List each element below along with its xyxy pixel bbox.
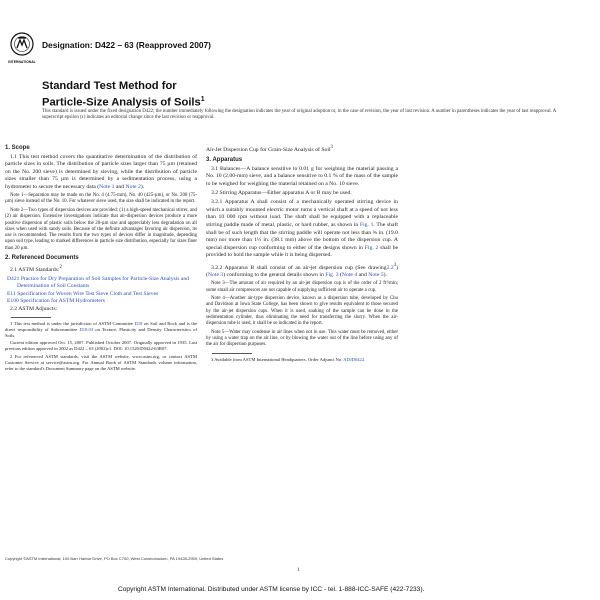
ref-item: [5, 298, 197, 305]
ref-d421-link[interactable]: D421: [7, 275, 20, 282]
title-line-1: Standard Test Method for: [42, 80, 177, 92]
footnote-divider: [212, 353, 252, 355]
p321-c: shall be provided to hold the sample while it is being dispersed.: [206, 244, 398, 259]
apparatus-a-paragraph: [206, 199, 398, 260]
p321-a: 3.2.1 Apparatus A shall consist of a mechanically operated stirring device in which a suitably mounted electric motor turns a vertical shaft at a speed of not less than 10 000 rpm without load. The shaft shall be equipped with a replaceable stirring paddle made of metal, plastic, or hard rubber, as shown in: [206, 199, 398, 229]
footnote-divider: [11, 317, 51, 319]
left-column: [5, 144, 197, 373]
note-3-link[interactable]: Note 3: [207, 272, 224, 279]
license-line: Copyright ASTM International. Distributed under ASTM license by ICC - tel. 1-888-ICC-SAFE (422-7233).: [118, 586, 425, 593]
committee-d18-link[interactable]: D18: [134, 321, 143, 327]
adjunct-order-link[interactable]: ADJD0422: [343, 356, 365, 362]
footnote-2: 2 For referenced ASTM standards, visit the ASTM website, www.astm.org, or contact ASTM Customer Service at service@astm.org. For Annual Book of ASTM Standards volume information, refer to the standard's Document Summary page on the ASTM website.: [5, 353, 197, 371]
p322-b: ) (: [206, 264, 398, 279]
note-3: Note 3—The amount of air required by an air-jet dispersion cup is of the order of 2 ft³/min; some small air compressors are not capable of supplying sufficient air to operate a cup.: [206, 281, 398, 293]
note-1-link[interactable]: Note 1: [99, 183, 115, 190]
note-2-link[interactable]: Note 2: [125, 183, 141, 190]
scope-text: 1.1 This test method covers the quantitative determination of the distribution of particle sizes in soils. The distribution of particle sizes larger than 75 µm (retained on the No. 200 sieve) is determined by sieving, while the distribution of particle sizes smaller than 75 µm is determined by a sedimentation process, using a hydrometer to secure the necessary data (: [5, 153, 197, 190]
note-5-link[interactable]: Note 5: [368, 272, 384, 279]
subcommittee-link[interactable]: D18.03: [79, 327, 94, 332]
ref-e11-link[interactable]: E11: [7, 290, 16, 297]
note-4-link[interactable]: Note 4: [341, 272, 358, 279]
issue-note: This standard is issued under the fixed designation D422; the number immediately following the designation indicates the year of original adoption or, in the case of revision, the year of last revision. A number in parentheses indicates the year of last reapproval. A superscript epsilon (ε) indicates an editorial change since the last revision or reapproval.: [42, 109, 556, 121]
drawing-link[interactable]: 2.2: [386, 264, 394, 271]
fig-2-link[interactable]: Fig. 2: [364, 244, 379, 251]
ref-e11-title[interactable]: Specification for Woven Wire Test Sieve Cloth and Test Sieves: [15, 290, 159, 297]
scope-paragraph: [5, 154, 197, 192]
note-5: Note 5—Water may condense in air lines when not in use. This water must be removed, either by using a water trap on the air line, or by blowing the water out of the line before using any of the air for dispersion purposes.: [206, 329, 398, 348]
astm-standards-label: [5, 264, 197, 274]
fig-3-link[interactable]: Fig. 3: [325, 272, 339, 279]
title-line-2: [42, 93, 282, 110]
page-number: 1: [297, 568, 300, 573]
p322-sup: 3: [393, 262, 397, 268]
copyright-line: Copyright ©ASTM International, 100 Barr Harbor Drive, PO Box C700, West Conshohocken, PA 19428-2959, United States: [5, 556, 224, 561]
fn1-b: on Soil and Rock and is the direct responsibility of Subcommittee: [5, 321, 197, 332]
adjunct-caption: [206, 144, 398, 154]
ref-item: [5, 276, 197, 291]
p322-d: (: [338, 272, 342, 279]
adjunct-caption-text: Air-Jet Dispersion Cup for Grain-Size Analysis of Soil: [206, 146, 331, 153]
p322-f: ).: [383, 272, 387, 279]
footnote-3: [206, 357, 398, 363]
p322-e: and: [357, 272, 369, 279]
astm-standards-text: 2.1 ASTM Standards:: [10, 266, 60, 273]
fn1-c: on Texture, Plasticity and Density Characteristics of Soils.: [5, 327, 197, 338]
note-2: Note 2—Two types of dispersion devices are provided: (1) a high-speed mechanical stirrer, and (2) air dispersion. Extensive investigations indicate that air-dispersion devices produce a more positive dispersion of plastic soils below the 20-µm size and appreciably less degradation on all sizes when used with sandy soils. Because of the definite advantages favoring air dispersion, its use is recommended. The results from the two types of devices differ in magnitude, depending upon soil type, leading to marked differences in particle size distribution, especially for sizes finer than 20 µm.: [5, 207, 197, 251]
footnote-1-edition: Current edition approved Oct. 15, 2007. Published October 2007. Originally approved in 1935. Last previous edition approved in 2002 as D422 – 63 (2002)ε1. DOI: 10.1520/D0422-63R07.: [5, 340, 197, 352]
fn1-a: 1 This test method is under the jurisdiction of ASTM Committee: [10, 321, 135, 327]
astm-standards-sup: 2: [59, 264, 62, 270]
p322-a: 3.2.2 Apparatus B shall consist of an air-jet dispersion cup (See drawing: [211, 264, 387, 271]
adjunct-sup: 3: [330, 145, 333, 150]
fn3-a: 3 Available from ASTM International Headquarters. Order Adjunct No.: [211, 356, 344, 362]
title-line-2-text: Particle-Size Analysis of Soils: [42, 96, 201, 109]
apparatus-heading: 3. Apparatus: [206, 157, 243, 164]
note-1: Note 1—Separation may be made on the No. 4 (4.75-mm), No. 40 (425-µm), or No. 200 (75-µm) sieve instead of the No. 10. For whatever sieve used, the size shall be indicated in the report.: [5, 193, 197, 205]
note-4: Note 4—Another air-type dispersion device, known as a dispersion tube, developed by Chu and Davidson at Iowa State College, has been shown to give results equivalent to those secured by the air-jet dispersion cups. When it is used, soaking of the sample can be done in the sedimentation cylinder, thus eliminating the need for transferring the slurry. When the air-dispersion tube is used, it shall be so indicated in the report.: [206, 296, 398, 327]
balances-paragraph: 3.1 Balances—A balance sensitive to 0.01 g for weighing the material passing a No. 10 (2.00-mm) sieve, and a balance sensitive to 0.1 % of the mass of the sample to be weighed for weighing the material retained on a No. 10 sieve.: [206, 165, 398, 187]
p322-c: ) conforming to the general details shown in: [223, 272, 326, 279]
fig-1-link[interactable]: Fig. 1: [359, 222, 374, 229]
referenced-documents-heading: 2. Referenced Documents: [5, 255, 79, 262]
fn3-b: .: [364, 356, 366, 362]
title-footnote-marker: 1: [200, 96, 205, 103]
designation: Designation: D422 – 63 (Reapproved 2007): [42, 40, 211, 50]
footnote-1: [5, 321, 197, 339]
ref-e100-title[interactable]: Specification for ASTM Hydrometers: [18, 298, 105, 305]
scope-end: ).: [140, 183, 145, 190]
ref-e100-link[interactable]: E100: [7, 298, 19, 305]
ref-item: [5, 291, 197, 298]
p321-b: . The shaft shall be of such length that the stirring paddle will operate not less than ¾ in. (19.0 mm) nor more than 1½ in. (38.1 mm) above the bottom of the dispersion cup. A special dispersion cup conforming to either of the designs shown in: [206, 222, 398, 251]
scope-and: and: [114, 183, 126, 190]
astm-logo: [8, 32, 36, 66]
scope-heading: 1. Scope: [5, 145, 30, 151]
stirring-apparatus-paragraph: 3.2 Stirring Apparatus—Either apparatus A or B may be used.: [211, 190, 352, 197]
right-column: [206, 144, 398, 364]
astm-adjuncts-label: 2.2 ASTM Adjuncts:: [10, 305, 58, 312]
document-title: [42, 80, 282, 110]
ref-d421-title[interactable]: Practice for Dry Preparation of Soil Samples for Particle-Size Analysis and Determination of Soil Constants: [17, 275, 189, 290]
logo-caption: INTERNATIONAL: [8, 60, 36, 64]
apparatus-b-paragraph: [206, 262, 398, 280]
